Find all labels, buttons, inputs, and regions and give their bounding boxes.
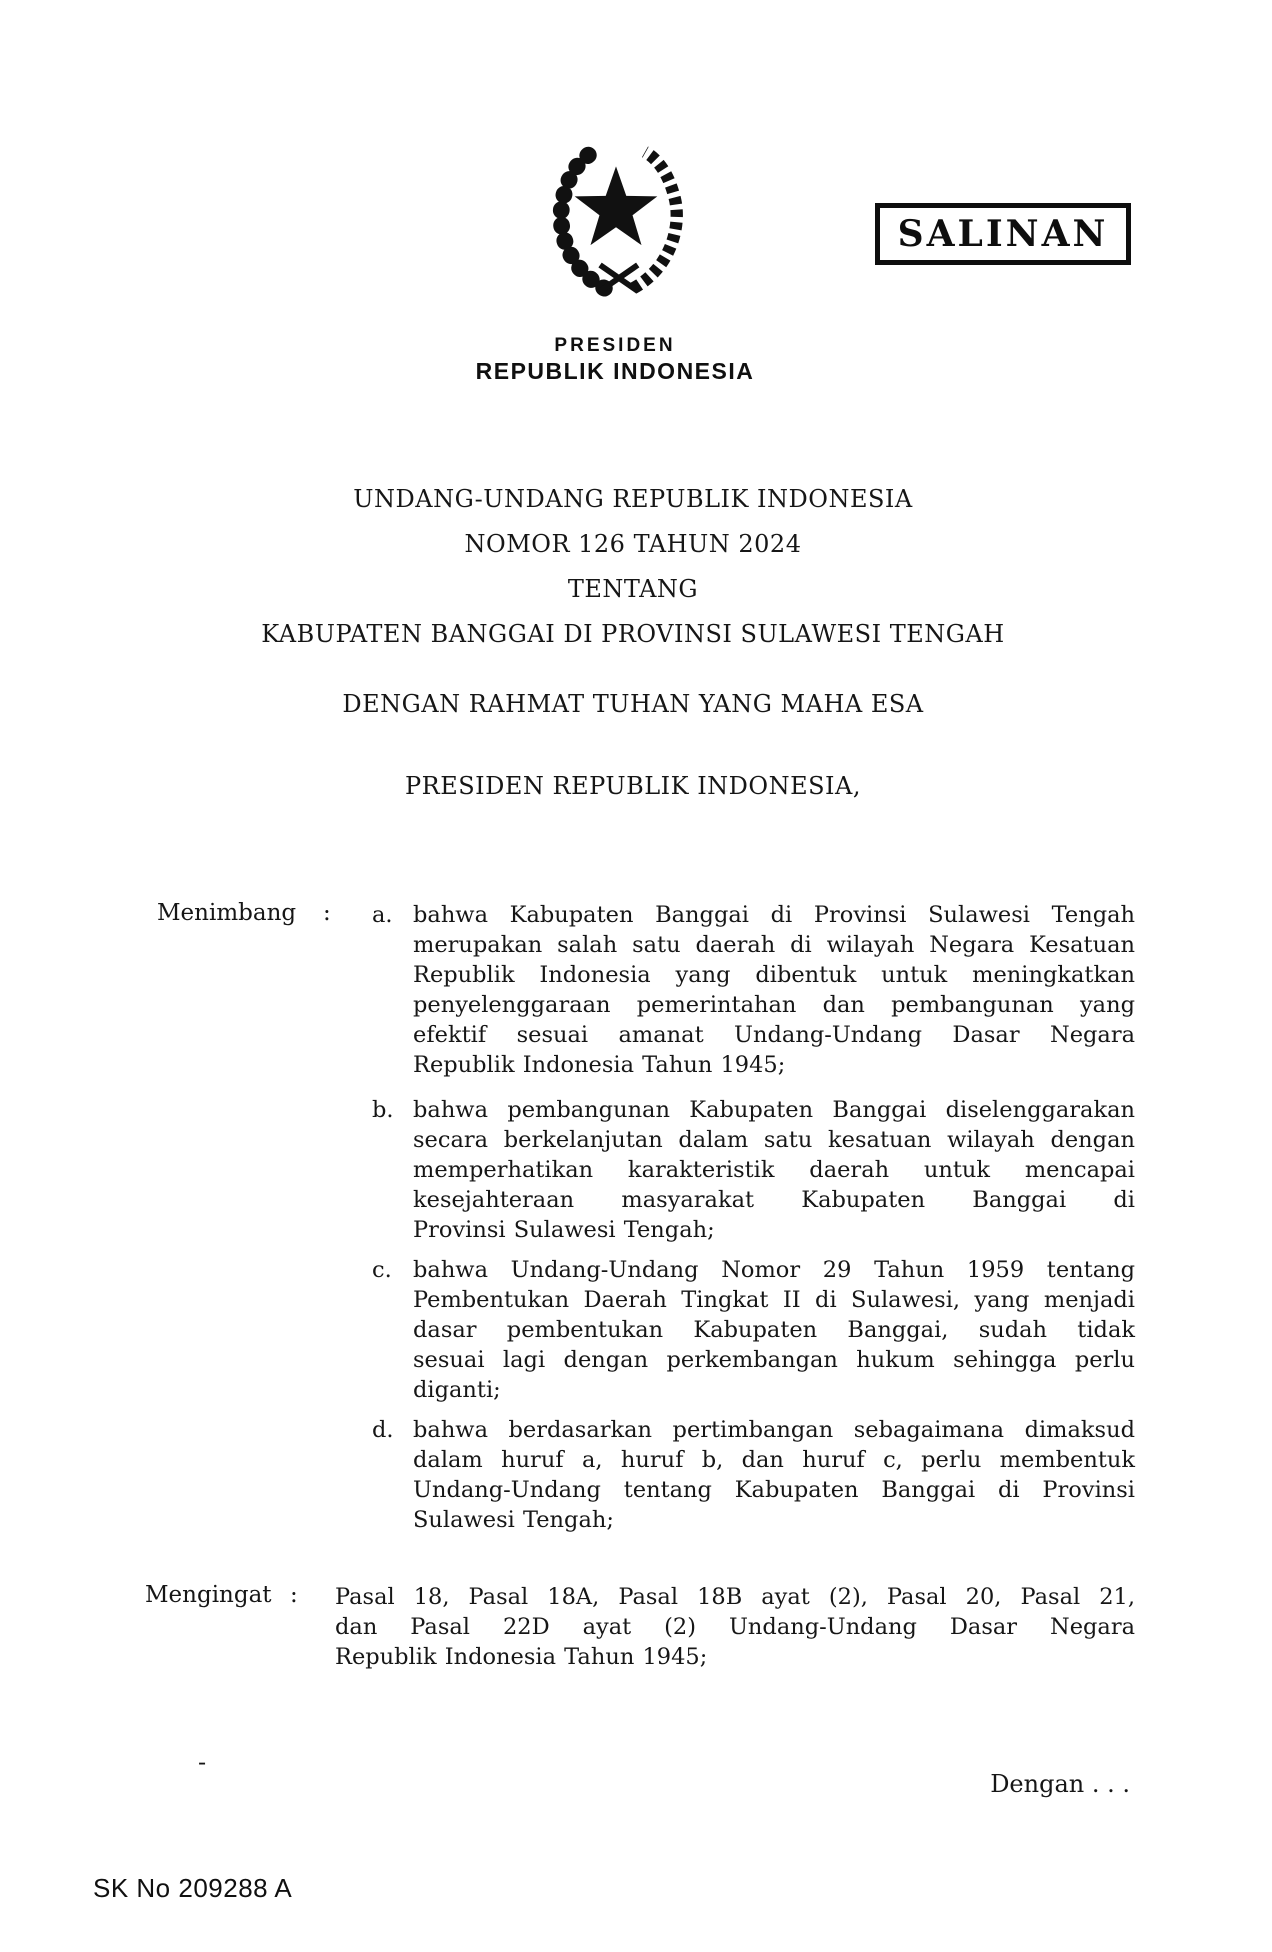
letterhead <box>415 334 815 384</box>
item-text <box>413 900 1135 1080</box>
text-line: Republik Indonesia Tahun 1945; <box>413 1052 786 1078</box>
salinan-stamp-label: SALINAN <box>897 213 1109 255</box>
law-title <box>133 477 1133 657</box>
mengingat-label: Mengingat <box>145 1582 272 1608</box>
item-text <box>413 1415 1135 1535</box>
item-letter: c. <box>372 1257 392 1283</box>
text-line: bahwa berdasarkan pertimbangan sebagaimana dimaksud <box>413 1417 1135 1443</box>
text-line: Pasal 18, Pasal 18A, Pasal 18B ayat (2), Pasal 20, Pasal 21, <box>335 1584 1135 1610</box>
text-line: memperhatikan karakteristik daerah untuk mencapai <box>413 1157 1135 1183</box>
text-line: Republik Indonesia Tahun 1945; <box>335 1644 708 1670</box>
presidential-emblem-icon <box>529 133 703 310</box>
enacting-authority-line: PRESIDEN REPUBLIK INDONESIA, <box>404 772 861 800</box>
title-line-1: UNDANG-UNDANG REPUBLIK INDONESIA <box>353 485 913 513</box>
text-line: penyelenggaraan pemerintahan dan pembangunan yang <box>413 992 1135 1018</box>
text-line: Provinsi Sulawesi Tengah; <box>413 1217 715 1243</box>
text-line: bahwa pembangunan Kabupaten Banggai diselenggarakan <box>413 1097 1135 1123</box>
item-text <box>413 1095 1135 1245</box>
mengingat-colon: : <box>290 1582 298 1608</box>
title-line-4: KABUPATEN BANGGAI DI PROVINSI SULAWESI TENGAH <box>261 620 1005 648</box>
text-line: Undang-Undang tentang Kabupaten Banggai di Provinsi <box>413 1477 1135 1503</box>
letterhead-republik-indonesia: REPUBLIK INDONESIA <box>475 358 755 384</box>
invocation-line: DENGAN RAHMAT TUHAN YANG MAHA ESA <box>342 690 924 718</box>
text-line: diganti; <box>413 1377 501 1403</box>
text-line: bahwa Undang-Undang Nomor 29 Tahun 1959 tentang <box>413 1257 1135 1283</box>
menimbang-item-a <box>372 900 1135 1080</box>
title-line-2: NOMOR 126 TAHUN 2024 <box>464 530 802 558</box>
menimbang-colon: : <box>323 900 331 926</box>
text-line: secara berkelanjutan dalam satu kesatuan wilayah dengan <box>413 1127 1135 1153</box>
text-line: merupakan salah satu daerah di wilayah Negara Kesatuan <box>413 932 1135 958</box>
sk-registration-number: SK No 209288 A <box>93 1873 293 1903</box>
text-line: Republik Indonesia yang dibentuk untuk meningkatkan <box>413 962 1135 988</box>
title-line-3: TENTANG <box>567 575 699 603</box>
salinan-stamp <box>875 203 1131 265</box>
menimbang-item-b <box>372 1095 1135 1245</box>
text-line: sesuai lagi dengan perkembangan hukum sehingga perlu <box>413 1347 1135 1373</box>
text-line: kesejahteraan masyarakat Kabupaten Banggai di <box>413 1187 1135 1213</box>
item-letter: b. <box>372 1097 394 1123</box>
text-line: Pembentukan Daerah Tingkat II di Sulawesi, yang menjadi <box>413 1287 1135 1313</box>
mengingat-text <box>335 1582 1135 1672</box>
menimbang-label: Menimbang <box>157 900 297 926</box>
item-text <box>413 1255 1135 1405</box>
letterhead-presiden: PRESIDEN <box>554 335 676 356</box>
text-line: dalam huruf a, huruf b, dan huruf c, perlu membentuk <box>413 1447 1135 1473</box>
text-line: efektif sesuai amanat Undang-Undang Dasar Negara <box>413 1022 1135 1048</box>
page-mark-dash: - <box>198 1748 207 1776</box>
menimbang-item-d <box>372 1415 1135 1535</box>
item-letter: d. <box>372 1417 394 1443</box>
text-line: dasar pembentukan Kabupaten Banggai, sudah tidak <box>413 1317 1135 1343</box>
item-letter: a. <box>372 902 393 928</box>
menimbang-item-c <box>372 1255 1135 1405</box>
catchword: Dengan . . . <box>990 1770 1130 1798</box>
text-line: Sulawesi Tengah; <box>413 1507 614 1533</box>
text-line: dan Pasal 22D ayat (2) Undang-Undang Dasar Negara <box>335 1614 1135 1640</box>
text-line: bahwa Kabupaten Banggai di Provinsi Sulawesi Tengah <box>413 902 1135 928</box>
